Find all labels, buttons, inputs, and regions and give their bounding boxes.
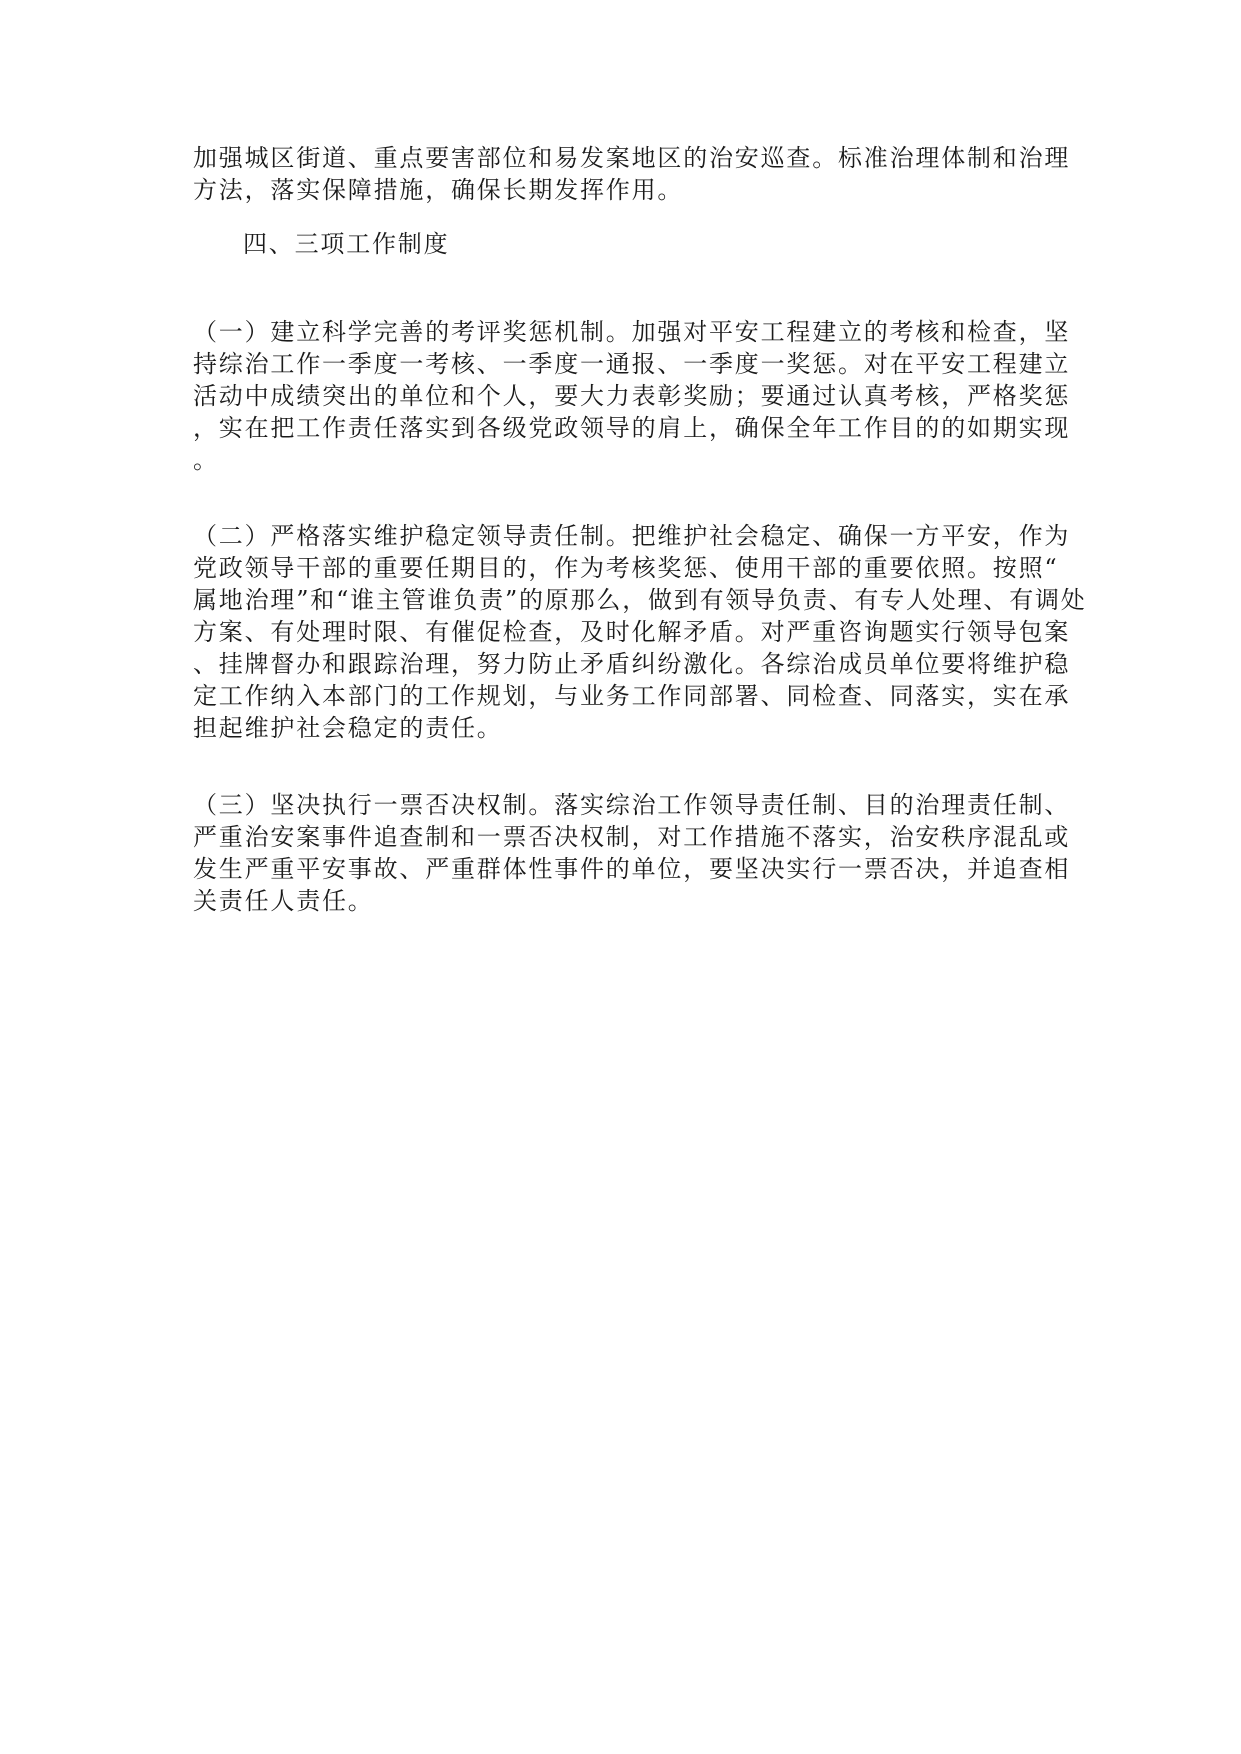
paragraph-2-line: 党政领导干部的重要任期目的，作为考核奖惩、使用干部的重要依照。按照“ (193, 554, 1059, 582)
paragraph-1-line: ，实在把工作责任落实到各级党政领导的肩上，确保全年工作目的的如期实现 (193, 414, 1071, 442)
intro-line: 加强城区街道、重点要害部位和易发案地区的治安巡查。标准治理体制和治理 (193, 144, 1071, 172)
paragraph-1-line: 持综治工作一季度一考核、一季度一通报、一季度一奖惩。对在平安工程建立 (193, 350, 1071, 378)
paragraph-2-line: 属地治理”和“谁主管谁负责”的原那么，做到有领导负责、有专人处理、有调处 (193, 586, 1087, 614)
paragraph-1-line: （一）建立科学完善的考评奖惩机制。加强对平安工程建立的考核和检查，坚 (193, 318, 1071, 346)
paragraph-2-line: 担起维护社会稳定的责任。 (193, 714, 503, 742)
paragraph-3-line: 发生严重平安事故、严重群体性事件的单位，要坚决实行一票否决，并追查相 (193, 855, 1071, 883)
paragraph-3-line: （三）坚决执行一票否决权制。落实综治工作领导责任制、目的治理责任制、 (193, 791, 1071, 819)
section-heading: 四、三项工作制度 (243, 230, 450, 258)
paragraph-2-line: 、挂牌督办和跟踪治理，努力防止矛盾纠纷激化。各综治成员单位要将维护稳 (193, 650, 1071, 678)
paragraph-1-line: 。 (193, 446, 219, 474)
intro-line: 方法，落实保障措施，确保长期发挥作用。 (193, 176, 684, 204)
paragraph-2-line: 定工作纳入本部门的工作规划，与业务工作同部署、同检查、同落实，实在承 (193, 682, 1071, 710)
paragraph-3-line: 关责任人责任。 (193, 887, 374, 915)
paragraph-2-line: （二）严格落实维护稳定领导责任制。把维护社会稳定、确保一方平安，作为 (193, 522, 1071, 550)
paragraph-1-line: 活动中成绩突出的单位和个人，要大力表彰奖励；要通过认真考核，严格奖惩 (193, 382, 1071, 410)
paragraph-2-line: 方案、有处理时限、有催促检查，及时化解矛盾。对严重咨询题实行领导包案 (193, 618, 1071, 646)
paragraph-3-line: 严重治安案事件追查制和一票否决权制，对工作措施不落实，治安秩序混乱或 (193, 823, 1071, 851)
